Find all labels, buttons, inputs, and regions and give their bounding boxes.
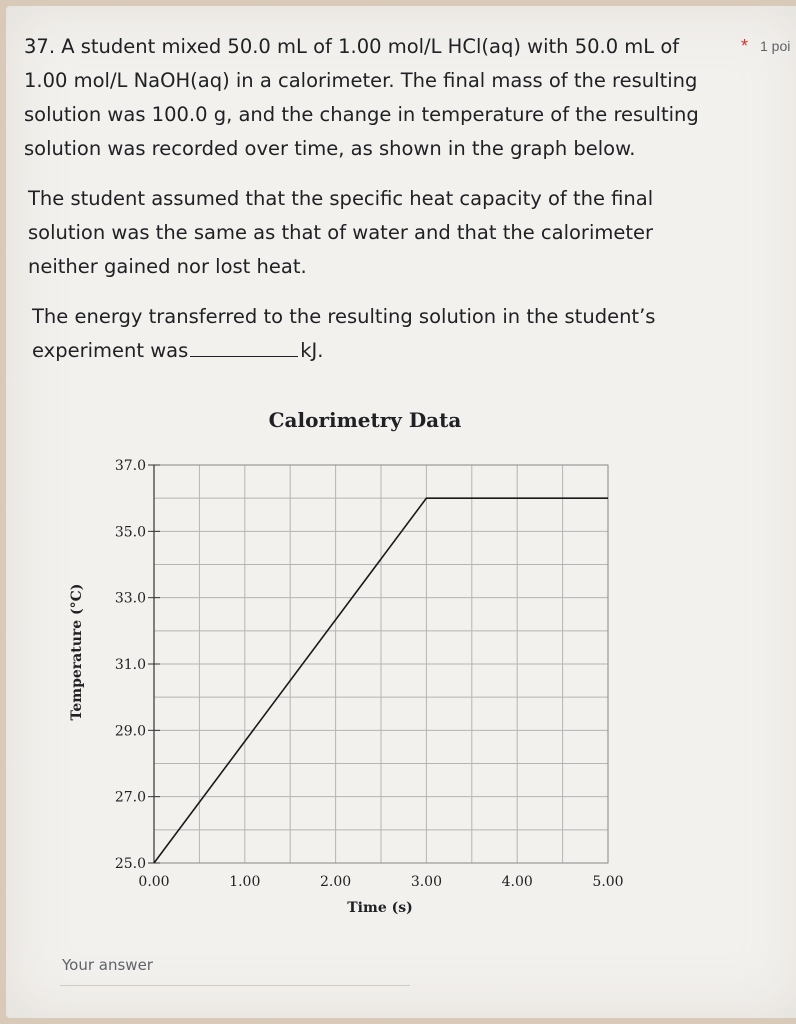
required-marker: * xyxy=(741,36,749,56)
x-tick-label: 1.00 xyxy=(229,874,261,890)
question-number: 37. xyxy=(24,35,56,58)
y-tick-label: 33.0 xyxy=(114,590,146,607)
answer-input[interactable]: Your answer xyxy=(62,956,153,974)
answer-underline xyxy=(60,985,410,986)
question-paragraph-3 xyxy=(32,300,742,368)
y-tick-label: 31.0 xyxy=(114,657,146,673)
question-paragraph-2: The student assumed that the specific heat capacity of the final solution was the same as that of water and that the calorimeter neither gained nor lost heat. xyxy=(28,187,654,278)
question-paragraph-1: A student mixed 50.0 mL of 1.00 mol/L HCl(aq) with 50.0 mL of 1.00 mol/L NaOH(aq) in a calorimeter. The final mass of the resulting solution was 100.0 g, and the change in temperature of the resulting solution was recorded over time, as shown in the graph below. xyxy=(24,35,699,160)
y-tick-label: 37.0 xyxy=(114,458,146,474)
x-tick-label: 4.00 xyxy=(501,874,533,890)
y-axis-label: Temperature (°C) xyxy=(69,583,85,721)
chart-title: Calorimetry Data xyxy=(268,408,462,432)
y-tick-label: 27.0 xyxy=(114,789,146,806)
y-tick-label: 25.0 xyxy=(114,856,146,872)
y-tick-label: 35.0 xyxy=(114,524,146,541)
x-tick-label: 5.00 xyxy=(592,874,624,890)
question-paragraph-3-after: kJ. xyxy=(300,339,324,362)
x-tick-label: 2.00 xyxy=(320,874,352,890)
x-tick-label: 0.00 xyxy=(138,874,170,890)
y-tick-label: 29.0 xyxy=(114,723,146,740)
x-axis-label: Time (s) xyxy=(347,900,413,916)
question-paragraph-3-before: The energy transferred to the resulting solution in the student’s experiment was xyxy=(32,305,656,362)
question-text-paragraph-1 xyxy=(24,30,724,166)
points-label: 1 poi xyxy=(760,38,791,54)
fill-in-blank xyxy=(190,340,298,357)
x-tick-label: 3.00 xyxy=(410,874,442,890)
